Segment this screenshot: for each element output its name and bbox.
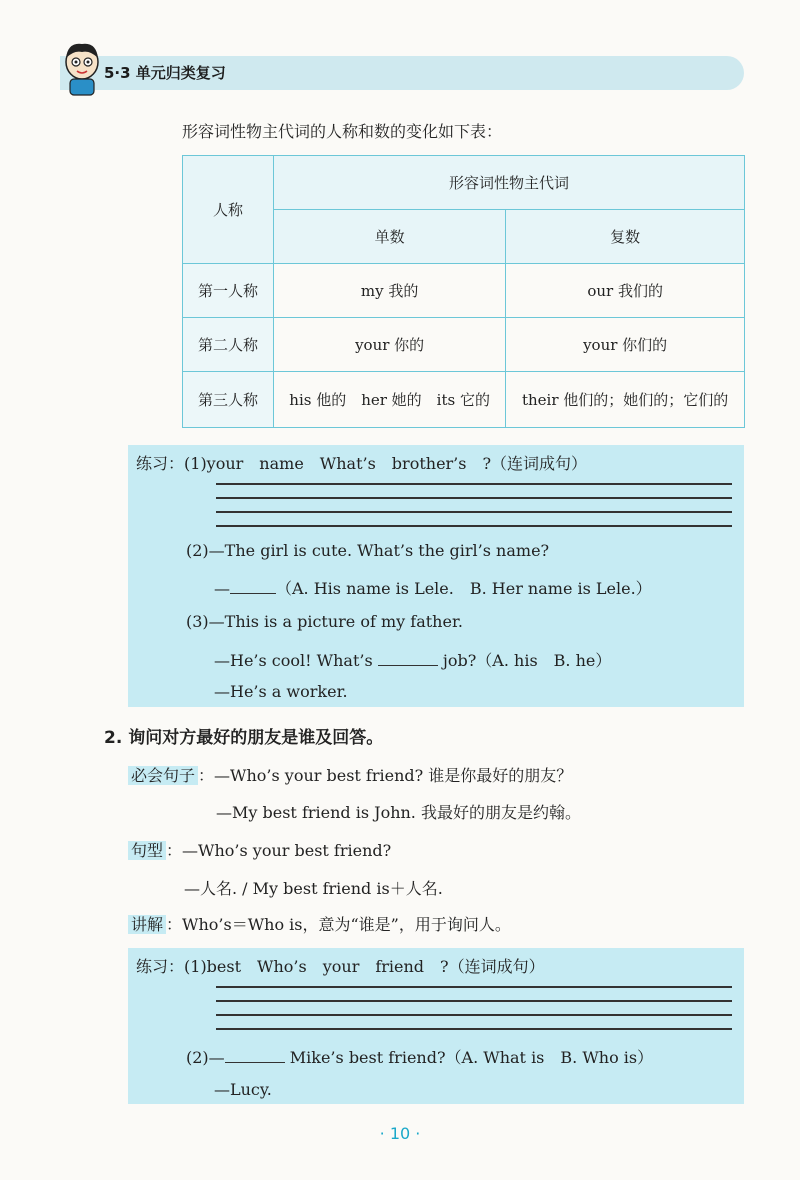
- pronoun-table: [182, 155, 745, 427]
- exercise-q3-options: job?（A. his B. he）: [442, 651, 612, 670]
- table-row: [183, 318, 745, 372]
- row-person: 第二人称: [183, 318, 274, 372]
- exercise-q1: (1)best Who’s your friend ?（连词成句）: [184, 957, 545, 976]
- exercise-q2-options: Mike’s best friend?（A. What is B. Who is）: [289, 1048, 654, 1067]
- row-person: 第一人称: [183, 264, 274, 318]
- exercise-q3-line1: (3)—This is a picture of my father.: [186, 612, 463, 631]
- header-title: 5·3 单元归类复习: [104, 64, 226, 82]
- row-singular: my 我的: [274, 264, 506, 318]
- answer-blank[interactable]: [225, 1048, 285, 1063]
- must-know-line1: ：—Who’s your best friend? 谁是你最好的朋友？: [198, 766, 573, 785]
- table-row: [183, 372, 745, 428]
- exercise-q2-line1: (2)—The girl is cute. What’s the girl’s name?: [186, 541, 550, 560]
- answer-line[interactable]: [216, 497, 732, 499]
- page-number: · 10 ·: [379, 1124, 421, 1143]
- answer-blank[interactable]: [378, 651, 438, 666]
- exercise-q2-prefix: (2)—: [186, 1048, 225, 1067]
- answer-line[interactable]: [216, 1028, 732, 1030]
- row-person: 第三人称: [183, 372, 274, 428]
- exercise-box-2: [128, 948, 744, 1104]
- mascot-icon: [60, 40, 104, 96]
- exercise-q2-answer: —Lucy.: [214, 1080, 272, 1099]
- exercise-q3-line3: —He’s a worker.: [214, 682, 348, 701]
- answer-line[interactable]: [216, 986, 732, 988]
- exercise-q2-options: （A. His name is Lele. B. Her name is Lele.）: [276, 579, 652, 598]
- section-2-title: 2. 询问对方最好的朋友是谁及回答。: [104, 728, 384, 748]
- row-plural: their 他们的；她们的；它们的: [506, 372, 745, 428]
- intro-text: 形容词性物主代词的人称和数的变化如下表：: [182, 122, 503, 141]
- singular-header: 单数: [274, 210, 506, 264]
- table-row: [183, 264, 745, 318]
- pattern-line1: ：—Who’s your best friend?: [166, 841, 392, 860]
- explain-tag: 讲解: [128, 915, 166, 934]
- pattern-tag: 句型: [128, 841, 166, 860]
- exercise-q3-prompt: —He’s cool! What’s: [214, 651, 373, 670]
- must-know-tag: 必会句子: [128, 766, 198, 785]
- plural-header: 复数: [506, 210, 745, 264]
- answer-line[interactable]: [216, 1000, 732, 1002]
- answer-line[interactable]: [216, 1014, 732, 1016]
- pattern-line2: —人名. / My best friend is＋人名.: [184, 879, 443, 898]
- answer-line[interactable]: [216, 511, 732, 513]
- answer-blank[interactable]: [230, 579, 276, 594]
- exercise-q1: (1)your name What’s brother’s ?（连词成句）: [184, 454, 588, 473]
- answer-line[interactable]: [216, 483, 732, 485]
- row-singular: your 你的: [274, 318, 506, 372]
- group-header: 形容词性物主代词: [274, 156, 745, 210]
- must-know-line2: —My best friend is John. 我最好的朋友是约翰。: [216, 803, 581, 822]
- answer-line[interactable]: [216, 525, 732, 527]
- row-plural: your 你们的: [506, 318, 745, 372]
- exercise-label: 练习：: [136, 957, 185, 976]
- row-singular: his 他的 her 她的 its 它的: [274, 372, 506, 428]
- row-plural: our 我们的: [506, 264, 745, 318]
- explain-line: ：Who’s＝Who is，意为“谁是”，用于询问人。: [166, 915, 511, 934]
- exercise-label: 练习：: [136, 454, 185, 473]
- exercise-q2-dash: —: [214, 579, 230, 598]
- person-header: 人称: [183, 156, 274, 264]
- exercise-box-1: [128, 445, 744, 707]
